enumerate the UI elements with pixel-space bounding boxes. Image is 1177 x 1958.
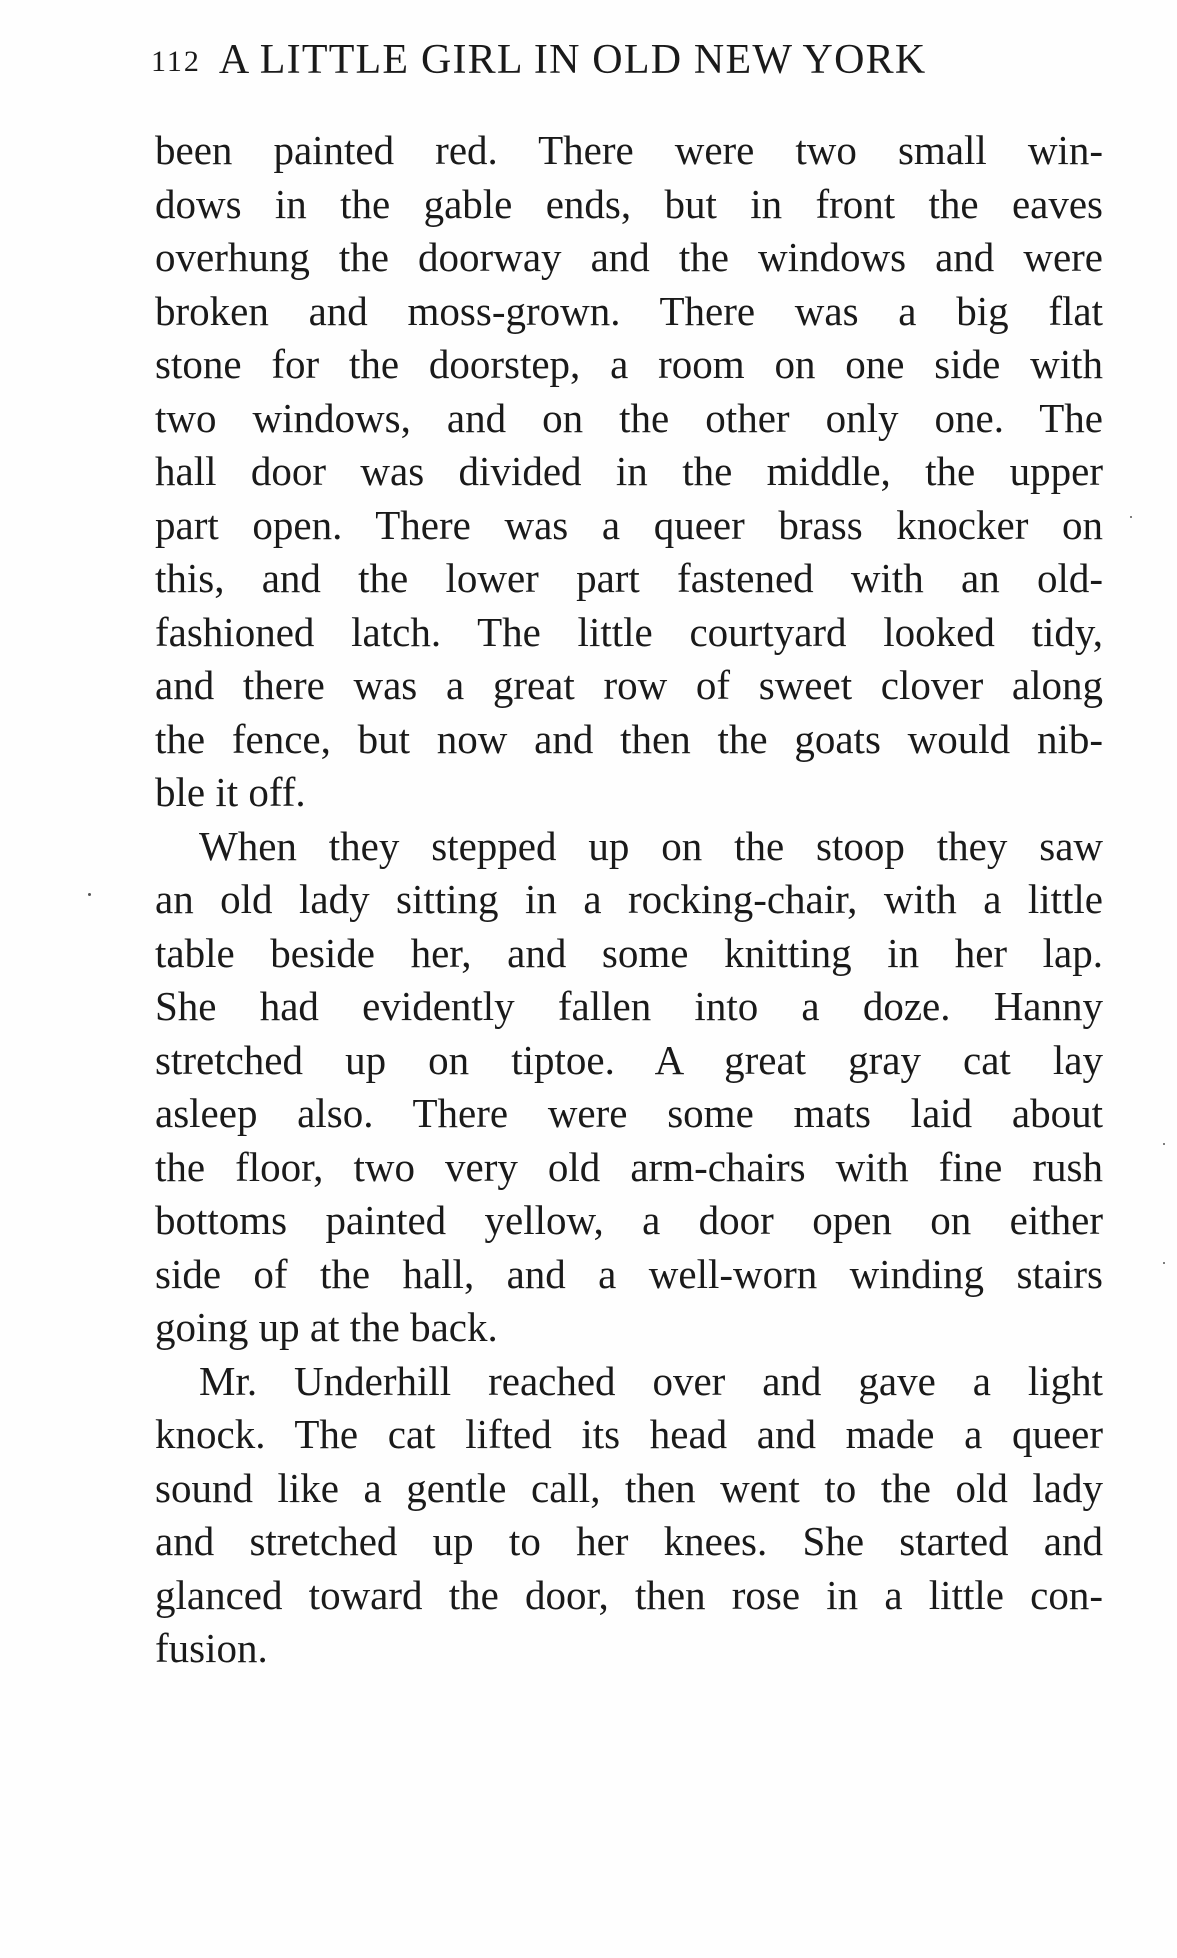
print-speck <box>1163 1262 1165 1264</box>
print-speck <box>1163 1143 1165 1145</box>
text-line: fashioned latch. The little courtyard looked tidy, <box>155 608 1103 655</box>
text-line: been painted red. There were two small win- <box>155 127 1103 173</box>
text-line: going up at the back. <box>155 1304 498 1350</box>
text-line: dows in the gable ends, but in front the eaves <box>155 180 1103 227</box>
text-line: broken and moss-grown. There was a big flat <box>155 287 1103 334</box>
running-title: A LITTLE GIRL IN OLD NEW YORK <box>218 37 927 83</box>
text-line: When they stepped up on the stoop they saw <box>199 822 1103 869</box>
text-line: glanced toward the door, then rose in a little con- <box>155 1571 1103 1618</box>
paragraph-3 <box>155 1355 1103 1676</box>
text-line: the fence, but now and then the goats would nib- <box>155 715 1103 762</box>
print-speck <box>1130 516 1132 518</box>
text-line: ble it off. <box>155 769 306 815</box>
print-speck <box>88 893 91 896</box>
text-line: She had evidently fallen into a doze. Hanny <box>155 983 1103 1029</box>
body-text <box>155 124 1103 1676</box>
text-line: Mr. Underhill reached over and gave a light <box>199 1357 1103 1404</box>
text-line: side of the hall, and a well-worn winding stairs <box>155 1250 1103 1297</box>
text-line: part open. There was a queer brass knocker on <box>155 501 1103 548</box>
running-head <box>151 34 1101 88</box>
text-line: this, and the lower part fastened with an old- <box>155 555 1103 601</box>
paragraph-1 <box>155 124 1103 820</box>
text-line: an old lady sitting in a rocking-chair, with a little <box>155 876 1103 922</box>
text-line: asleep also. There were some mats laid about <box>155 1090 1103 1136</box>
text-line: bottoms painted yellow, a door open on either <box>155 1197 1103 1243</box>
text-line: the floor, two very old arm-chairs with fine rush <box>155 1143 1103 1190</box>
text-line: fusion. <box>155 1625 268 1671</box>
text-line: table beside her, and some knitting in her lap. <box>155 929 1103 976</box>
text-line: and there was a great row of sweet clover along <box>155 662 1103 708</box>
text-line: overhung the doorway and the windows and were <box>155 234 1103 280</box>
text-line: and stretched up to her knees. She started and <box>155 1518 1103 1564</box>
text-line: stretched up on tiptoe. A great gray cat lay <box>155 1036 1103 1083</box>
page-number: 112 <box>151 45 201 78</box>
text-line: hall door was divided in the middle, the upper <box>155 448 1103 494</box>
paragraph-2 <box>155 820 1103 1355</box>
text-line: two windows, and on the other only one. The <box>155 394 1103 441</box>
text-line: stone for the doorstep, a room on one side with <box>155 341 1103 387</box>
text-line: knock. The cat lifted its head and made a queer <box>155 1411 1103 1457</box>
text-line: sound like a gentle call, then went to the old lady <box>155 1464 1103 1511</box>
